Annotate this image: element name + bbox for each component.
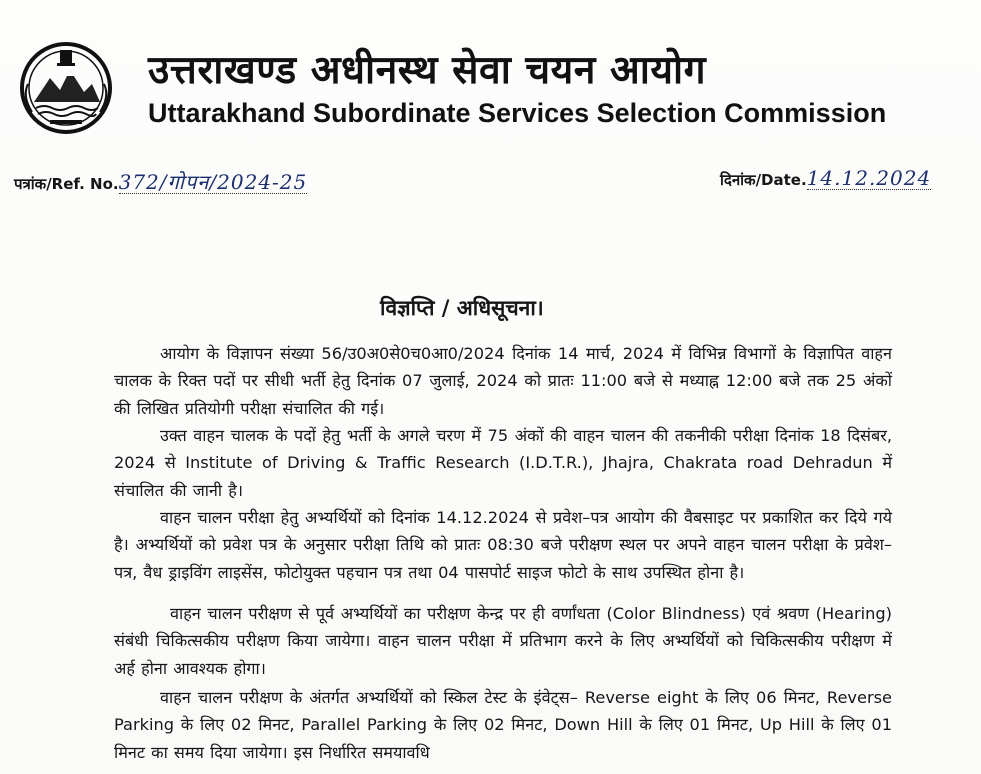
notice-paragraph: उक्त वाहन चालक के पदों हेतु भर्ती के अगले चरण में 75 अंकों की वाहन चालन की तकनीकी परीक्षा दिनांक 18 दिसंबर, 2024 से Institute of Driving & Traffic Research (I.D.T.R.), Jhajra, Chakrata road Dehradun में संचालित की जानी है। xyxy=(114,426,892,500)
reference-value: 372/गोपन/2024-25 xyxy=(118,170,308,194)
reference-number xyxy=(14,168,307,195)
notice-paragraph: वाहन चालन परीक्षा हेतु अभ्यर्थियों को दिनांक 14.12.2024 से प्रवेश–पत्र आयोग की वैबसाइट पर प्रकाशित कर दिये गये है। अभ्यर्थियों को प्रवेश पत्र के अनुसार परीक्षा तिथि को प्रातः 08:30 बजे परीक्षण स्थल पर अपने वाहन चालन परीक्षा के प्रवेश–पत्र, वैध ड्राइविंग लाइसेंस, फोटोयुक्त पहचान पत्र तथा 04 पासपोर्ट साइज फोटो के साथ उपस्थित होना है। xyxy=(114,508,892,582)
notice-paragraph: आयोग के विज्ञापन संख्या 56/उ0अ0से0च0आ0/2024 दिनांक 14 मार्च, 2024 में विभिन्न विभागों के विज्ञापित वाहन चालक के रिक्त पदों पर सीधी भर्ती हेतु दिनांक 07 जुलाई, 2024 को प्रातः 11:00 बजे से मध्याह्न 12:00 बजे तक 25 अंकों की लिखित प्रतियोगी परीक्षा संचालित की गई। xyxy=(114,344,892,418)
uttarakhand-state-emblem-icon xyxy=(14,40,118,136)
date-value: 14.12.2024 xyxy=(806,166,932,190)
commission-title-english: Uttarakhand Subordinate Services Selection Commission xyxy=(148,98,887,128)
date-label: दिनांक/Date. xyxy=(720,171,807,189)
notice-paragraph: वाहन चालन परीक्षण से पूर्व अभ्यर्थियों का परीक्षण केन्द्र पर ही वर्णांधता (Color Blindness) एवं श्रवण (Hearing) संबंधी चिकित्सकीय परीक्षण किया जायेगा। वाहन चालन परीक्षा में प्रतिभाग करने के लिए अभ्यर्थियों को चिकित्सकीय परीक्षण में अर्ह होना आवश्यक होगा। xyxy=(114,604,892,678)
commission-title-hindi: उत्तराखण्ड अधीनस्थ सेवा चयन आयोग xyxy=(148,48,707,93)
reference-label: पत्रांक/Ref. No. xyxy=(14,175,119,193)
notice-paragraph: वाहन चालन परीक्षण के अंतर्गत अभ्यर्थियों को स्किल टेस्ट के इंवेट्स– Reverse eight के लिए 06 मिनट, Reverse Parking के लिए 02 मिनट, Parallel Parking के लिए 02 मिनट, Down Hill के लिए 01 मिनट, Up Hill के लिए 01 मिनट का समय दिया जायेगा। इस निर्धारित समयावधि xyxy=(114,688,892,762)
notice-heading: विज्ञप्ति / अधिसूचना। xyxy=(380,296,544,320)
issue-date xyxy=(720,166,931,190)
